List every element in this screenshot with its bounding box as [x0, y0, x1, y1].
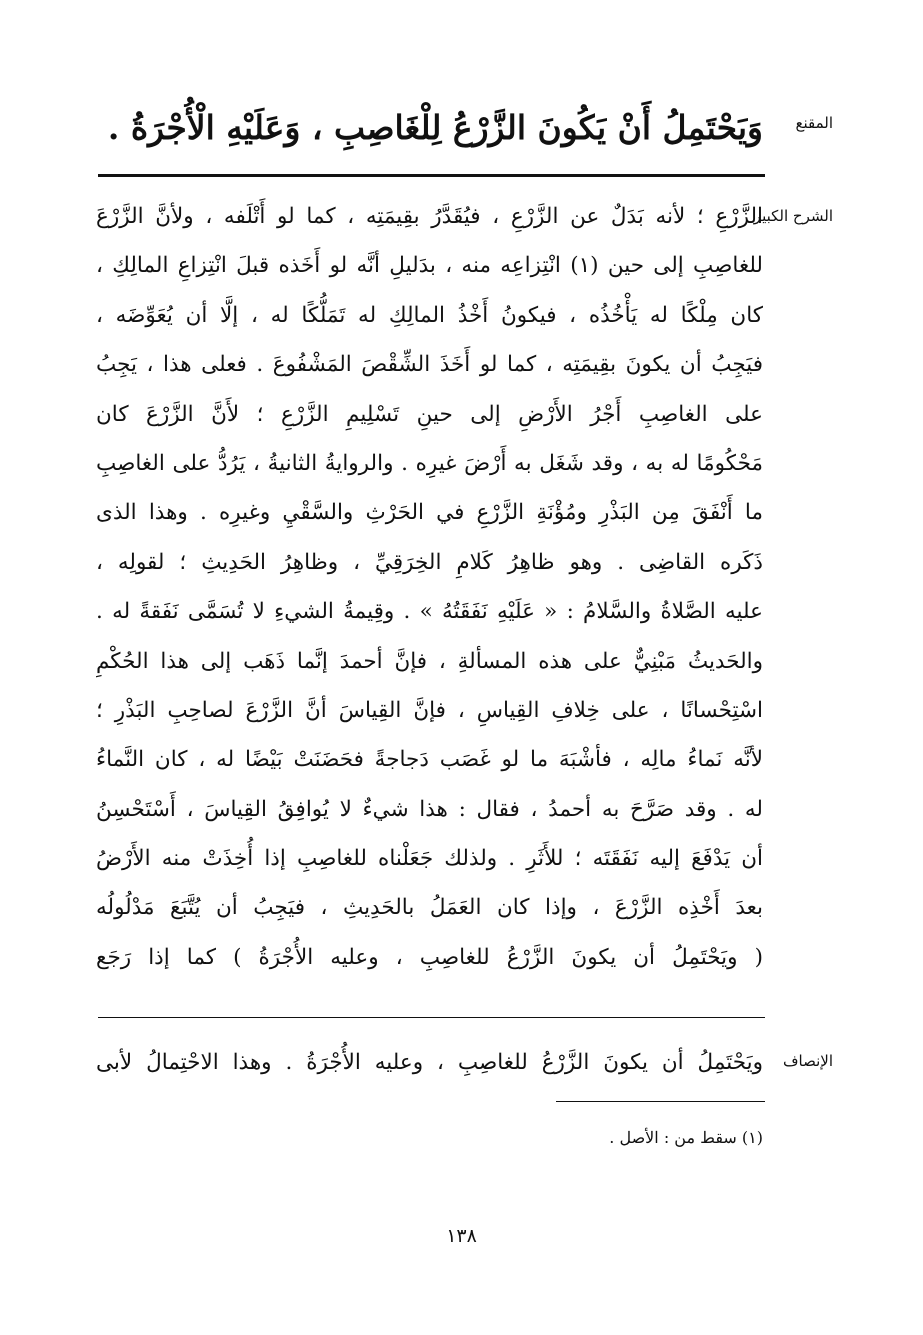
sharh-label: الشرح الكبير: [753, 207, 833, 225]
sharh-line: ذَكَره القاضِى . وهو ظاهِرُ كَلامِ الخِرَقِيِّ ، وظاهِرُ الحَدِيثِ ؛ لقولِه ،: [96, 549, 763, 575]
sharh-line: الزَّرْعِ ؛ لأنه بَدَلٌ عن الزَّرْعِ ، فيُقَدَّرُ بقِيمَتِه ، كما لو أَتْلَفه ، ولأنَّ الزَّرْعَ: [96, 204, 763, 229]
sharh-line: لأنَّه نَماءُ مالِه ، فأشْبَهَ ما لو غَصَب دَجاجةً فحَضَنَتْ بَيْضًا له ، كان النَّماءُ: [96, 747, 763, 773]
sharh-line: والحَديثُ مَبْنِيٌّ على هذه المسألةِ ، فإنَّ أحمدَ إنَّما ذَهَب إلى هذا الحُكْمِ: [96, 648, 763, 674]
sharh-line: للغاصِبِ إلى حين (١) انْتِزاعِه منه ، بدَليلِ أنَّه لو أَخَذه قبلَ انْتِزاعِ المالِكِ ،: [96, 253, 763, 279]
sharh-line: بعدَ أَخْذِه الزَّرْعَ ، وإذا كان العَمَلُ بالحَدِيثِ ، فيَجِبُ أن يُتَّبَعَ مَدْلُولُه: [96, 895, 763, 921]
page-number: ١٣٨: [446, 1225, 477, 1247]
sharh-line: ( ويَحْتَمِلُ أن يكونَ الزَّرْعُ للغاصِبِ ، وعليه الأُجْرَةُ ) كما إذا رَجَع: [96, 944, 763, 970]
sharh-body: [96, 192, 763, 982]
section-divider-thick: [98, 174, 765, 177]
sharh-line: كان مِلْكًا له يَأْخُذُه ، فيكونُ أَخْذُ المالِكِ له تَمَلُّكًا له ، إلَّا أن يُعَوِّضَه ،: [96, 302, 763, 328]
sharh-line: له . وقد صَرَّحَ به أحمدُ ، فقال : هذا شيءٌ لا يُوافِقُ القِياسَ ، أَسْتَحْسِنُ: [96, 796, 763, 822]
sharh-line: مَحْكُومًا له به ، وقد شَغَل به أَرْضَ غيرِه . والروايةُ الثانيةُ ، يَرُدُّ على الغاصِبِ: [96, 450, 763, 476]
footnote-divider: [556, 1101, 765, 1102]
sharh-line: على الغاصِبِ أَجْرُ الأَرْضِ إلى حينِ تَسْلِيمِ الزَّرْعِ ؛ لأَنَّ الزَّرْعَ كان: [96, 401, 763, 427]
sharh-line: ما أَنْفَقَ مِن البَذْرِ ومُؤْنَةِ الزَّرْعِ في الحَرْثِ والسَّقْيِ وغيرِه . وهذا الذى: [96, 500, 763, 526]
sharh-line: فيَجِبُ أن يكونَ بقِيمَتِه ، كما لو أَخَذَ الشِّقْصَ المَشْفُوعَ . فعلى هذا ، يَجِبُ: [96, 352, 763, 378]
sharh-line: أن يَدْفَعَ إليه نَفَقَتَه ؛ للأَثَرِ . ولذلك جَعَلْناه للغاصِبِ إذا أُخِذَتْ منه الأَرْضُ: [96, 846, 763, 872]
sharh-line: عليه الصَّلاةُ والسَّلامُ : « عَلَيْهِ نَفَقَتُهُ » . وقِيمةُ الشيءِ لا تُسَمَّى نَفَقةً له .: [96, 599, 763, 625]
section-divider-thin: [98, 1017, 765, 1018]
footnote: (١) سقط من : الأصل .: [609, 1128, 763, 1147]
muqni-label: المقنع: [795, 114, 833, 132]
muqni-text: وَيَحْتَمِلُ أَنْ يَكُونَ الزَّرْعُ لِلْغَاصِبِ ، وَعَلَيْهِ الْأُجْرَةُ .: [107, 108, 763, 147]
sharh-line: اسْتِحْسانًا ، على خِلافِ القِياسِ ، فإنَّ القِياسَ أنَّ الزَّرْعَ لصاحِبِ البَذْرِ ؛: [96, 697, 763, 723]
insaf-label: الإنصاف: [782, 1052, 833, 1070]
insaf-text: ويَحْتَمِلُ أن يكونَ الزَّرْعُ للغاصِبِ ، وعليه الأُجْرَةُ . وهذا الاحْتِمالُ لأبى: [96, 1050, 763, 1075]
